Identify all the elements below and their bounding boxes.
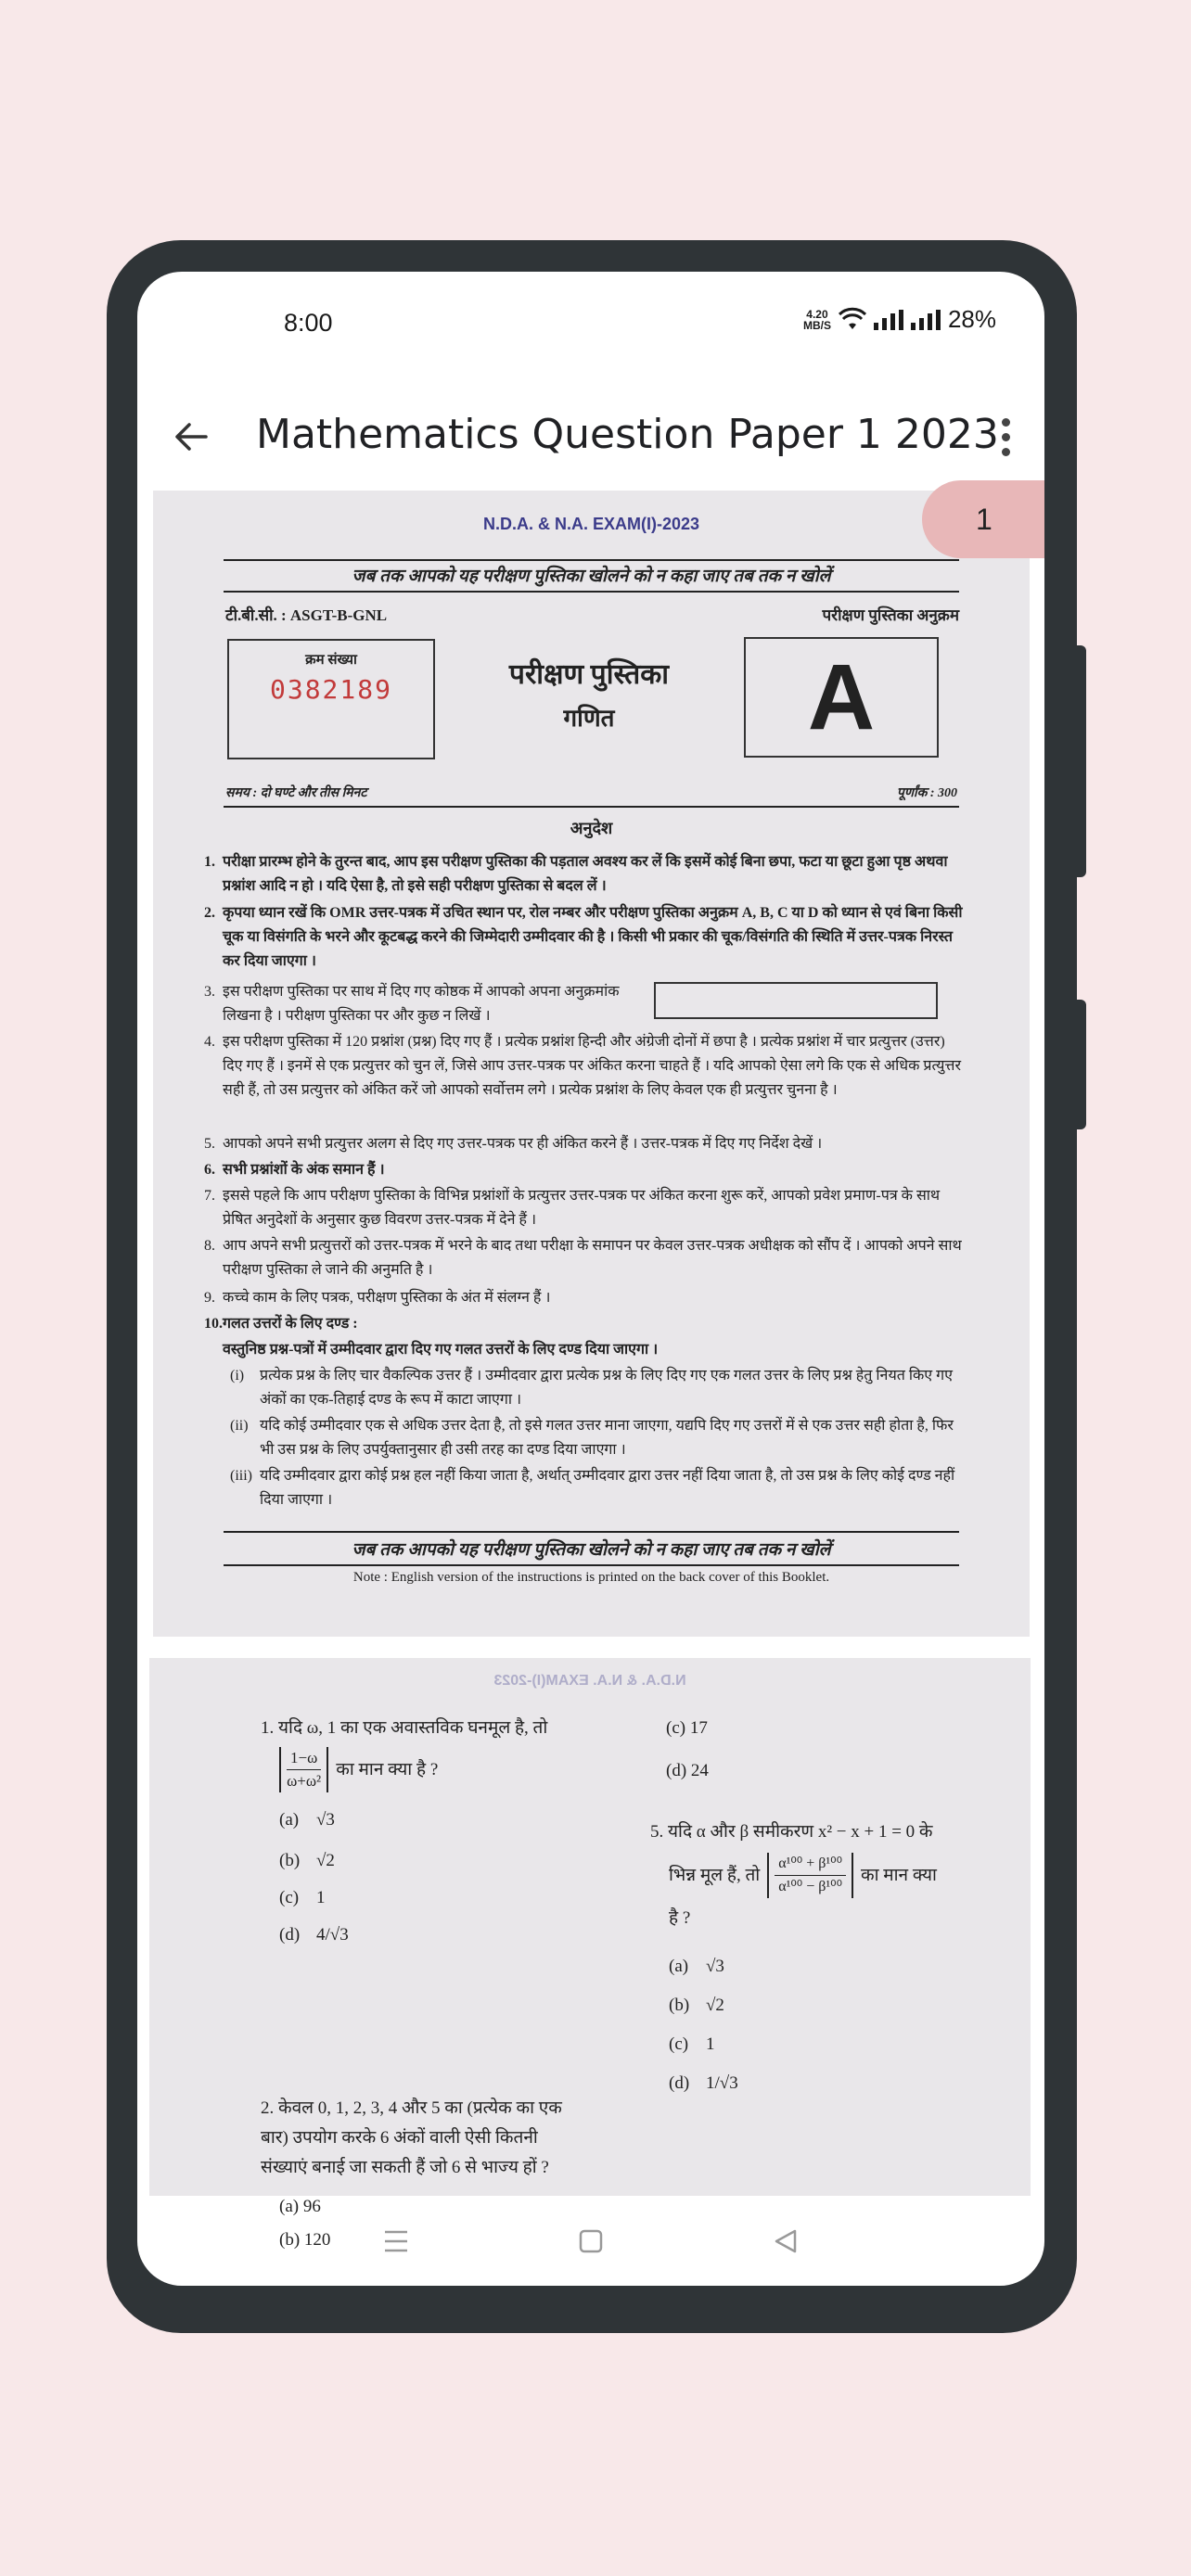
instruction-item <box>204 1234 965 1282</box>
more-options-button[interactable] <box>987 411 1024 463</box>
option-value: 1/√3 <box>706 2073 738 2093</box>
question-1 <box>261 1714 595 1950</box>
option-value: 1 <box>706 2034 715 2054</box>
question-line: है ? <box>669 1908 691 1928</box>
penalty-text: यदि कोई उम्मीदवार एक से अधिक उत्तर देता है, तो इसे गलत उत्तर माना जाएगा, यद्यपि दिए गए उत्तरों में से एक उत्तर सही होता है, फिर भी उस प्रश्न के लिए उपर्युक्तानुसार ही उसी तरह का दण्ड दिया जाएगा । <box>260 1418 954 1458</box>
instruction-text: इससे पहले कि आप परीक्षण पुस्तिका के विभिन्न प्रश्नांशों के प्रत्युत्तर उत्तर-पत्रक पर अंकित करना शुरू करें, आपको प्रवेश प्रमाण-पत्र के साथ प्रेषित अनुदेशों के अनुसार कुछ विवरण उत्तर-पत्रक में देने हैं । <box>223 1188 941 1228</box>
instruction-text: गलत उत्तरों के लिए दण्ड : <box>223 1316 358 1332</box>
booklet-series: A <box>807 645 876 749</box>
option-value: √2 <box>706 1996 724 2015</box>
status-time: 8:00 <box>284 309 333 337</box>
option-value: 1 <box>316 1888 326 1907</box>
serial-label: क्रम संख्या <box>305 653 357 668</box>
signal-icon <box>874 310 903 330</box>
instruction-number: 10. <box>204 1316 223 1332</box>
penalty-number: (i) <box>230 1368 245 1384</box>
instruction-number: 4. <box>204 1034 215 1050</box>
option-value: √2 <box>316 1851 335 1870</box>
tbc-code: टी.बी.सी. : ASGT-B-GNL <box>225 606 388 624</box>
instruction-text: परीक्षा प्रारम्भ होने के तुरन्त बाद, आप इस परीक्षण पुस्तिका की पड़ताल अवश्य कर लें कि इसमें कोई बिना छपा, फटा या छूटा हुआ पृष्ठ अथवा प्रश्नांश आदि न हो । यदि ऐसा है, तो इसे सही परीक्षण पुस्तिका से बदल लें । <box>223 854 948 894</box>
instruction-text: कृपया ध्यान रखें कि OMR उत्तर-पत्रक में उचित स्थान पर, रोल नम्बर और परीक्षण पुस्तिका अनुक्रम A, B, C या D को ध्यान से एवं बिना किसी चूक या विसंगति के भरने और कूटबद्ध करने की जिम्मेदारी उम्मीदवार की है । किसी भी प्रकार की चूक/विसंगति की स्थिति में उत्तर-पत्रक निरस्त कर दिया जाएगा । <box>223 905 963 969</box>
arrow-left-icon <box>173 420 210 453</box>
phone-side-button <box>1077 1000 1086 1129</box>
instructions-heading: अनुदेश <box>570 819 613 837</box>
instruction-number: 5. <box>204 1136 215 1152</box>
network-speed-unit: MB/S <box>802 318 831 332</box>
page-title: Mathematics Question Paper 1 2023 <box>256 411 999 458</box>
instruction-number: 6. <box>204 1162 215 1178</box>
penalty-number: (ii) <box>230 1418 249 1434</box>
penalty-text: यदि उम्मीदवार द्वारा कोई प्रश्न हल नहीं किया जाता है, अर्थात् उम्मीदवार द्वारा उत्तर नहीं दिया जाता है, तो उस प्रश्न के लिए कोई दण्ड नहीं दिया जाएगा । <box>260 1468 955 1508</box>
max-marks: पूर्णांक : 300 <box>896 786 957 800</box>
question-4-options <box>666 1714 852 1786</box>
penalty-text: प्रत्येक प्रश्न के लिए चार वैकल्पिक उत्तर हैं । उम्मीदवार द्वारा प्रत्येक प्रश्न के लिए दिए गए एक गलत उत्तर के लिए प्रश्न हेतु नियत किए गए अंकों का एक-तिहाई दण्ड के रूप में काटा जाएगा । <box>260 1368 953 1408</box>
option-row <box>279 1920 595 1950</box>
question-stem: 1. यदि ω, 1 का एक अवास्तविक घनमूल है, तो <box>261 1718 548 1738</box>
battery-percent: 28% <box>947 305 996 333</box>
recents-button[interactable] <box>378 2223 415 2260</box>
penalty-intro: वस्तुनिष्ठ प्रश्न-पत्रों में उम्मीदवार द्वारा दिए गए गलत उत्तरों के लिए दण्ड दिया जाएगा । <box>223 1342 659 1358</box>
wifi-icon <box>839 309 866 331</box>
roll-number-box <box>654 982 938 1019</box>
system-nav-bar <box>137 2197 1044 2286</box>
option-label: (b) <box>279 1851 301 1870</box>
status-icons <box>803 305 996 334</box>
option-value: √3 <box>316 1810 335 1830</box>
network-speed-value: 4.20 <box>806 307 828 321</box>
do-not-open-notice-bottom: जब तक आपको यह परीक्षण पुस्तिका खोलने को न कहा जाए तब तक न खोलें <box>352 1540 831 1560</box>
instruction-item <box>204 901 965 974</box>
instructions-list <box>153 491 1030 1418</box>
instruction-number: 8. <box>204 1238 215 1254</box>
option-label: (d) <box>669 2073 690 2093</box>
option-label: (c) <box>669 2034 689 2054</box>
penalty-number: (iii) <box>230 1468 252 1484</box>
option-label: (c) <box>279 1888 300 1907</box>
instruction-item <box>204 1286 965 1310</box>
divider <box>224 1531 959 1533</box>
penalty-item <box>230 1414 965 1462</box>
abs-fraction <box>767 1853 853 1898</box>
question-stem: 2. केवल 0, 1, 2, 3, 4 और 5 का (प्रत्येक का एक बार) उपयोग करके 6 अंकों वाली ऐसी कितनी संख्याएं बनाई जा सकती हैं जो 6 से भाज्य हों ? <box>261 2098 562 2177</box>
option-label: (d) <box>279 1925 301 1945</box>
booklet-title: परीक्षण पुस्तिका <box>508 659 670 690</box>
app-bar <box>137 374 1044 504</box>
triangle-back-icon <box>773 2228 799 2254</box>
option-row <box>279 1805 595 1835</box>
instruction-number: 9. <box>204 1290 215 1306</box>
option-value: 4/√3 <box>316 1925 349 1945</box>
instruction-text: सभी प्रश्नांशों के अंक समान हैं । <box>223 1162 385 1178</box>
instruction-number: 1. <box>204 854 215 870</box>
option-row <box>669 2030 993 2060</box>
option-row <box>669 2069 993 2098</box>
question-tail: का मान क्या है ? <box>336 1759 439 1779</box>
phone-side-button <box>1077 645 1086 877</box>
more-vert-icon-dot <box>1002 433 1010 441</box>
back-button[interactable] <box>165 411 217 463</box>
instruction-text: आपको अपने सभी प्रत्युत्तर अलग से दिए गए उत्तर-पत्रक पर ही अंकित करने हैं । उत्तर-पत्रक में दिए गए निर्देश देखें । <box>223 1136 823 1152</box>
question-expression <box>279 1747 595 1792</box>
mirrored-header: N.D.A. & N.A. EXAM(I)-2023 <box>493 1673 686 1689</box>
fraction-denominator: ω+ω² <box>287 1772 322 1790</box>
phone-screen <box>137 272 1044 2286</box>
instruction-item <box>204 1030 965 1103</box>
instruction-item <box>204 980 631 1028</box>
instruction-item <box>204 1158 965 1182</box>
instruction-text: इस परीक्षण पुस्तिका में 120 प्रश्नांश (प्रश्न) दिए गए हैं । प्रत्येक प्रश्नांश हिन्दी और अंग्रेजी दोनों में छपा है । प्रत्येक प्रश्नांश में चार प्रत्युत्तर (उत्तर) दिए गए हैं । इनमें से एक प्रत्युत्तर को चुन लें, जिसे आप उत्तर-पत्रक पर अंकित करना चाहते हैं । यदि आपको ऐसा लगे कि एक से अधिक प्रत्युत्तर सही हैं, तो उस प्रत्युत्तर को अंकित करें जो आपको सर्वोत्तम लगे । प्रत्येक प्रश्नांश के लिए केवल एक ही प्रत्युत्तर चुनना है । <box>223 1034 961 1098</box>
option-value: √3 <box>706 1957 724 1976</box>
instruction-number: 7. <box>204 1188 215 1204</box>
option-row: (c) 17 <box>666 1718 708 1738</box>
abs-fraction <box>279 1747 328 1792</box>
option-row: (a) 96 <box>279 2197 321 2216</box>
status-bar <box>137 272 1044 374</box>
fraction-numerator: α¹⁰⁰ + β¹⁰⁰ <box>775 1853 846 1876</box>
option-row: (d) 24 <box>666 1761 709 1780</box>
question-5 <box>650 1817 993 2098</box>
question-stem: 5. यदि α और β समीकरण x² − x + 1 = 0 के <box>650 1822 933 1842</box>
option-row <box>279 1883 595 1913</box>
instruction-text: आप अपने सभी प्रत्युत्तरों को उत्तर-पत्रक में भरने के बाद तथा परीक्षा के समापन पर केवल उत्तर-पत्रक अधीक्षक को सौंप दें । आपको अपने साथ परीक्षण पुस्तिका ले जाने की अनुमति है । <box>223 1238 962 1278</box>
option-row: (b) 120 <box>279 2230 331 2250</box>
penalty-item <box>230 1464 965 1512</box>
more-vert-icon <box>1002 418 1010 427</box>
fraction-numerator: 1−ω <box>287 1747 321 1770</box>
instruction-item <box>204 1184 965 1232</box>
booklet-sequence-label: परीक्षण पुस्तिका अनुक्रम <box>822 606 959 624</box>
instruction-item <box>204 850 965 899</box>
question-tail: का मान क्या <box>861 1865 937 1885</box>
option-label: (a) <box>279 1810 300 1830</box>
penalty-item <box>230 1364 965 1412</box>
document-page-2 <box>149 1658 1031 2250</box>
page-number-badge: 1 <box>922 480 1044 558</box>
instruction-number: 2. <box>204 905 215 921</box>
option-label: (b) <box>669 1996 690 2015</box>
exam-header: N.D.A. & N.A. EXAM(I)-2023 <box>482 515 700 533</box>
subject-name: गणित <box>563 705 615 732</box>
question-line: भिन्न मूल हैं, तो <box>669 1865 761 1885</box>
home-square-icon <box>578 2228 604 2254</box>
option-row <box>669 1991 993 2021</box>
instruction-text: इस परीक्षण पुस्तिका पर साथ में दिए गए कोष्ठक में आपको अपना अनुक्रमांक लिखना है । परीक्षण पुस्तिका पर और कुछ न लिखें । <box>223 984 620 1024</box>
do-not-open-notice: जब तक आपको यह परीक्षण पुस्तिका खोलने को न कहा जाए तब तक न खोलें <box>352 567 831 586</box>
document-page-1 <box>153 491 1030 1637</box>
home-button[interactable] <box>572 2223 609 2260</box>
option-row <box>279 1846 595 1876</box>
fraction-denominator: α¹⁰⁰ − β¹⁰⁰ <box>778 1879 842 1894</box>
instruction-number: 3. <box>204 984 215 1000</box>
menu-lines-icon <box>383 2229 409 2253</box>
serial-number: 0382189 <box>269 674 392 705</box>
exam-duration: समय : दो घण्टे और तीस मिनट <box>225 786 367 800</box>
divider <box>224 1564 959 1566</box>
option-label: (a) <box>669 1957 689 1976</box>
option-row <box>669 1952 993 1982</box>
english-note: Note : English version of the instructions is printed on the back cover of this Booklet. <box>352 1570 830 1585</box>
system-back-button[interactable] <box>767 2223 804 2260</box>
network-speed <box>803 309 831 331</box>
instruction-item <box>204 1132 965 1156</box>
instruction-item <box>204 1312 965 1336</box>
more-vert-icon-dot <box>1002 448 1010 456</box>
question-expression <box>669 1853 993 1898</box>
instruction-text: कच्चे काम के लिए पत्रक, परीक्षण पुस्तिका के अंत में संलग्न हैं । <box>223 1290 551 1306</box>
signal-icon <box>911 310 941 330</box>
